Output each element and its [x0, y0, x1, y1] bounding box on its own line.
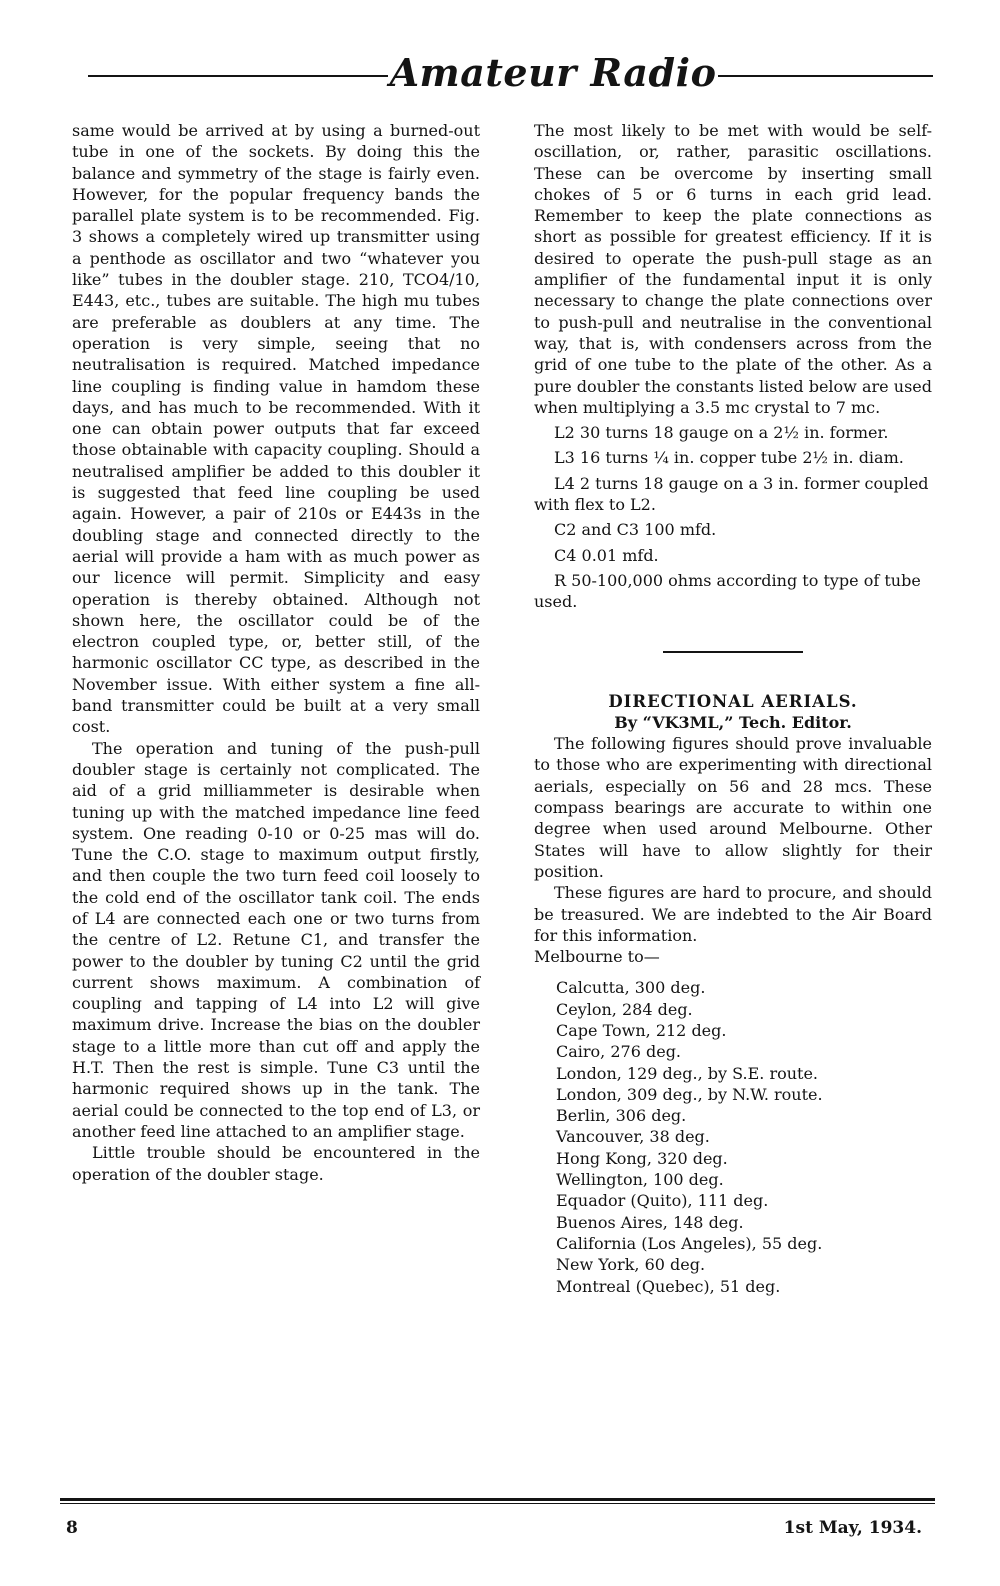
bearing-list	[556, 977, 932, 1296]
coil-spec-l2: L2 30 turns 18 gauge on a 2½ in. former.	[554, 423, 889, 443]
article-paragraph: The following figures should prove invaluable to those who are experimenting with directional aerials, especially on 56 and 28 mcs. These compass bearings are accurate to within one degree when used around Melbourne. Other States will have to allow slightly for their position.	[534, 734, 932, 881]
resistor-spec-r: R 50-100,000 ohms according to type of tube used.	[534, 570, 921, 612]
article-paragraph: These figures are hard to procure, and should be treasured. We are indebted to the Air Board for this information.	[534, 883, 932, 945]
page-header	[88, 50, 933, 96]
bearing-item: Equador (Quito), 111 deg.	[556, 1191, 769, 1211]
page-number: 8	[66, 1518, 78, 1538]
header-rule-right	[718, 75, 933, 77]
bearing-item: Cairo, 276 deg.	[556, 1042, 682, 1062]
coil-spec-l3: L3 16 turns ¼ in. copper tube 2½ in. diam.	[554, 448, 904, 468]
article-paragraph: same would be arrived at by using a burned-out tube in one of the sockets. By doing this the balance and symmetry of the stage is fairly even. However, for the popular frequency bands the parallel plate system is to be recommended. Fig. 3 shows a completely wired up transmitter using a penthode as oscillator and two “whatever you like” tubes in the doubler stage. 210, TCO4/10, E443, etc., tubes are suitable. The high mu tubes are preferable as doublers at any time. The operation is very simple, seeing that no neutralisation is required. Matched impedance line coupling is finding value in hamdom these days, and has much to be recommended. With it one can obtain power outputs that far exceed those obtainable with capacity coupling. Should a neutralised amplifier be added to this doubler it is suggested that feed line coupling be used again. However, a pair of 210s or E443s in the doubling stage and connected directly to the aerial will provide a ham with as much power as our licence will permit. Simplicity and easy operation is thereby obtained. Although not shown here, the oscillator could be of the electron coupled type, or, better still, of the harmonic oscillator CC type, as described in the November issue. With either system a fine all-band transmitter could be built at a very small cost.	[72, 121, 480, 737]
bearing-item: New York, 60 deg.	[556, 1255, 706, 1275]
section-byline: By “VK3ML,” Tech. Editor.	[614, 712, 852, 732]
bearing-item: Cape Town, 212 deg.	[556, 1020, 727, 1040]
bearing-item: Montreal (Quebec), 51 deg.	[556, 1276, 781, 1296]
article-paragraph: The most likely to be met with would be self-oscillation, or, rather, parasitic oscillations. These can be overcome by inserting small chokes of 5 or 6 turns in each grid lead. Remember to keep the plate connections as short as possible for greatest efficiency. If it is desired to operate the push-pull stage as an amplifier of the fundamental input it is only necessary to change the plate connections over to push-pull and neutralise in the conventional way, that is, with condensers across from the grid of one tube to the plate of the other. As a pure doubler the constants listed below are used when multiplying a 3.5 mc crystal to 7 mc.	[534, 121, 932, 417]
header-rule-left	[88, 75, 388, 77]
bearing-item: Calcutta, 300 deg.	[556, 978, 706, 998]
bearing-item: California (Los Angeles), 55 deg.	[556, 1233, 823, 1253]
section-divider	[663, 651, 803, 653]
condenser-spec-c4: C4 0.01 mfd.	[554, 545, 659, 565]
right-column	[534, 120, 932, 1297]
coil-spec-l4: L4 2 turns 18 gauge on a 3 in. former coupled with flex to L2.	[534, 473, 929, 515]
section-title: DIRECTIONAL AERIALS.	[608, 691, 858, 711]
bearing-item: Berlin, 306 deg.	[556, 1106, 687, 1126]
issue-date: 1st May, 1934.	[783, 1518, 922, 1538]
masthead-title: Amateur Radio	[389, 50, 717, 95]
bearing-item: London, 309 deg., by N.W. route.	[556, 1084, 823, 1104]
bearing-list-intro: Melbourne to—	[534, 947, 660, 967]
condenser-spec-c2-c3: C2 and C3 100 mfd.	[554, 520, 717, 540]
left-column	[72, 120, 480, 1185]
footer-rule	[60, 1498, 935, 1501]
bearing-item: Ceylon, 284 deg.	[556, 999, 693, 1019]
bearing-item: Vancouver, 38 deg.	[556, 1127, 710, 1147]
article-paragraph: The operation and tuning of the push-pull doubler stage is certainly not complicated. The aid of a grid milliammeter is desirable when tuning up with the matched impedance line feed system. One reading 0-10 or 0-25 mas will do. Tune the C.O. stage to maximum output firstly, and then couple the two turn feed coil loosely to the cold end of the oscillator tank coil. The ends of L4 are connected each one or two turns from the centre of L2. Retune C1, and transfer the power to the doubler by tuning C2 until the grid current shows maximum. A combination of coupling and tapping of L4 into L2 will give maximum drive. Increase the bias on the doubler stage to a little more than cut off and apply the H.T. Then the rest is simple. Tune C3 until the harmonic required shows up in the tank. The aerial could be connected to the top end of L3, or another feed line attached to an amplifier stage.	[72, 738, 480, 1141]
article-paragraph: Little trouble should be encountered in the operation of the doubler stage.	[72, 1143, 480, 1184]
footer-rule-thin	[60, 1503, 935, 1504]
bearing-item: Hong Kong, 320 deg.	[556, 1148, 728, 1168]
bearing-item: London, 129 deg., by S.E. route.	[556, 1063, 819, 1083]
bearing-item: Buenos Aires, 148 deg.	[556, 1212, 744, 1232]
bearing-item: Wellington, 100 deg.	[556, 1170, 724, 1190]
